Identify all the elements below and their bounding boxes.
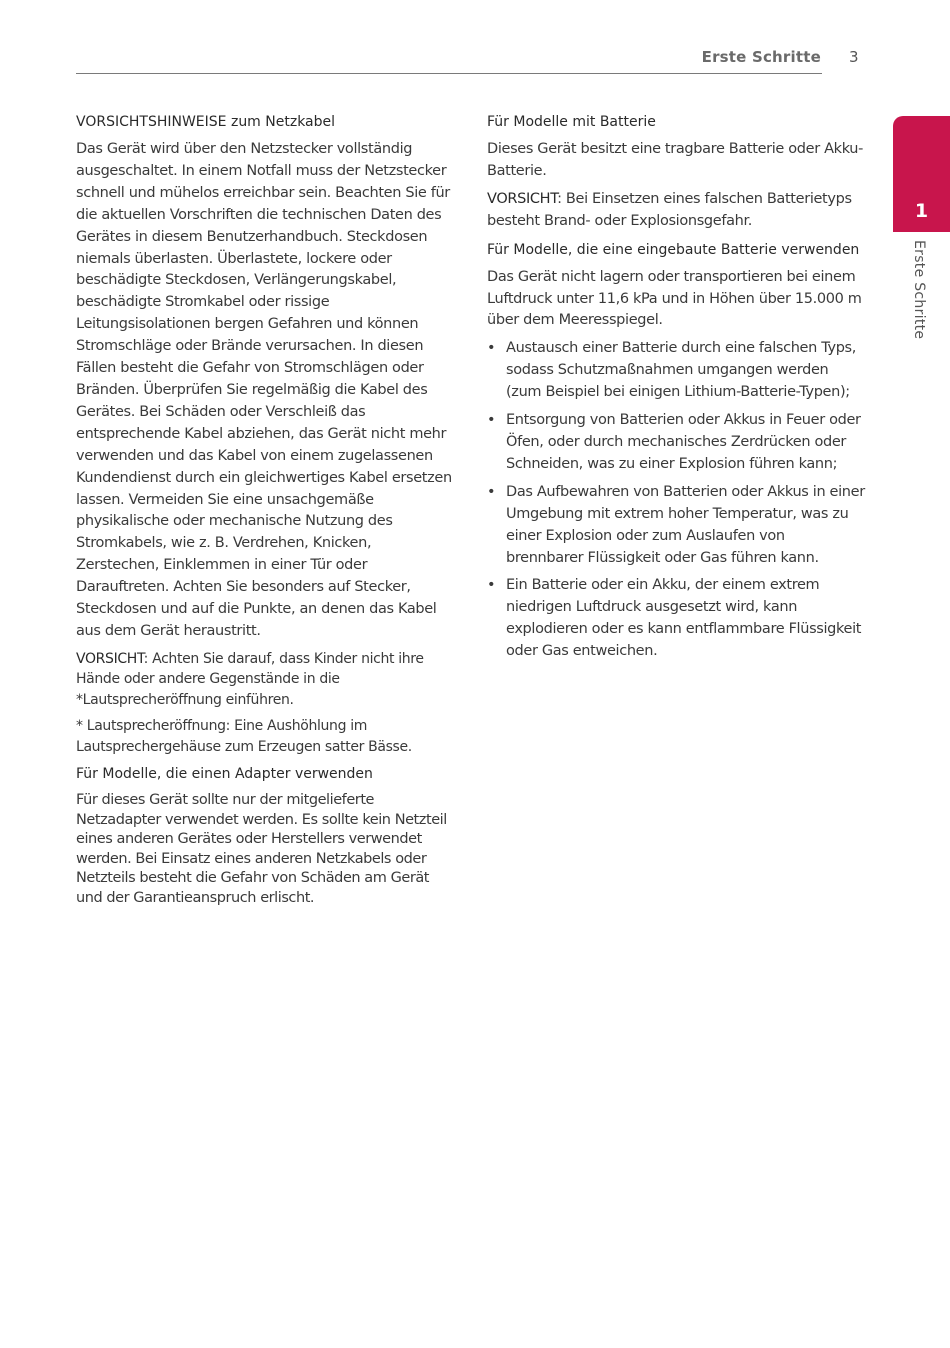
chapter-tab xyxy=(893,116,950,232)
speaker-opening-footnote: * Lautsprecheröffnung: Eine Aushöhlung im Lautsprechergehäuse zum Erzeugen satter Bässe. xyxy=(76,718,412,755)
battery-paragraph: Dieses Gerät besitzt eine tragbare Batterie oder Akku-Batterie. xyxy=(487,141,864,179)
list-item: • Das Aufbewahren von Batterien oder Akkus in einer Umgebung mit extrem hoher Temperatur, was zu einer Explosion oder zum Auslaufen von brennbarer Flüssigkeit oder Gas führen kann. xyxy=(487,482,865,570)
page-number: 3 xyxy=(849,48,859,66)
list-item: • Austausch einer Batterie durch eine falschen Typs, sodass Schutzmaßnahmen umgangen werden (zum Beispiel bei einigen Lithium-Batterie-Typen); xyxy=(487,338,865,404)
caution-label: VORSICHT xyxy=(487,190,558,207)
caution-text: : Bei Einsetzen eines falschen Batterietyps besteht Brand- oder Explosionsgefahr. xyxy=(487,190,852,229)
battery-warning-list xyxy=(487,338,865,663)
power-cord-paragraph: Das Gerät wird über den Netzstecker vollständig ausgeschaltet. In einem Notfall muss der Netzstecker schnell und mühelos erreichbar sein. Beachten Sie für die aktuellen Vorschriften die technischen Daten des Gerätes in diesem Benutzerhandbuch. Steckdosen niemals überlasten. Überlastete, lockere oder beschädigte Steckdosen, Verlängerungskabel, beschädigte Stromkabel oder rissige Leitungsisolationen bergen Gefahren und können Stromschläge oder Brände verursachen. In diesen Fällen besteht die Gefahr von Stromschlägen oder Bränden. Überprüfen Sie regelmäßig die Kabel des Gerätes. Bei Schäden oder Verschleiß das entsprechende Kabel abziehen, das Gerät nicht mehr verwenden und das Kabel von einem zugelassenen Kundendienst durch ein gleichwertiges Kabel ersetzen lassen. Vermeiden Sie eine unsachgemäße physikalische oder mechanische Nutzung des Stromkabels, wie z. B. Verdrehen, Knicken, Zerstechen, Einklemmen in einer Tür oder Darauftreten. Achten Sie besonders auf Stecker, Steckdosen und auf die Punkte, an denen das Kabel aus dem Gerät heraustritt. xyxy=(76,141,452,639)
caution-children-paragraph xyxy=(76,649,454,711)
section-heading-built-in-battery: Für Modelle, die eine eingebaute Batterie verwenden xyxy=(487,241,860,258)
caution-text: : Achten Sie darauf, dass Kinder nicht ihre Hände oder andere Gegenstände in die *Lautsprecheröffnung einführen. xyxy=(76,650,424,708)
adapter-paragraph: Für dieses Gerät sollte nur der mitgelieferte Netzadapter verwendet werden. Es sollte kein Netzteil eines anderen Gerätes oder Herstellers verwendet werden. Bei Einsatz eines anderen Netzkabels oder Netzteils besteht die Gefahr von Schäden am Gerät und der Garantieanspruch erlischt. xyxy=(76,792,447,906)
left-column xyxy=(76,111,454,914)
header-rule xyxy=(76,73,822,74)
built-in-battery-paragraph: Das Gerät nicht lagern oder transportieren bei einem Luftdruck unter 11,6 kPa und in Höhen über 15.000 m über dem Meeresspiegel. xyxy=(487,268,862,329)
list-item: • Ein Batterie oder ein Akku, der einem extrem niedrigen Luftdruck ausgesetzt wird, kann explodieren oder es kann entflammbare Flüssigkeit oder Gas entweichen. xyxy=(487,575,865,663)
section-heading-battery: Für Modelle mit Batterie xyxy=(487,114,656,130)
list-item: • Entsorgung von Batterien oder Akkus in Feuer oder Öfen, oder durch mechanisches Zerdrücken oder Schneiden, was zu einer Explosion führen kann; xyxy=(487,410,865,476)
section-heading-power-cord: VORSICHTSHINWEISE zum Netzkabel xyxy=(76,114,336,130)
right-column xyxy=(487,111,865,669)
caution-label: VORSICHT xyxy=(76,650,144,667)
running-header-title: Erste Schritte xyxy=(701,48,821,66)
chapter-number: 1 xyxy=(914,200,929,222)
chapter-tab-label: Erste Schritte xyxy=(911,240,927,340)
caution-battery-paragraph xyxy=(487,189,865,233)
section-heading-adapter: Für Modelle, die einen Adapter verwenden xyxy=(76,766,373,783)
